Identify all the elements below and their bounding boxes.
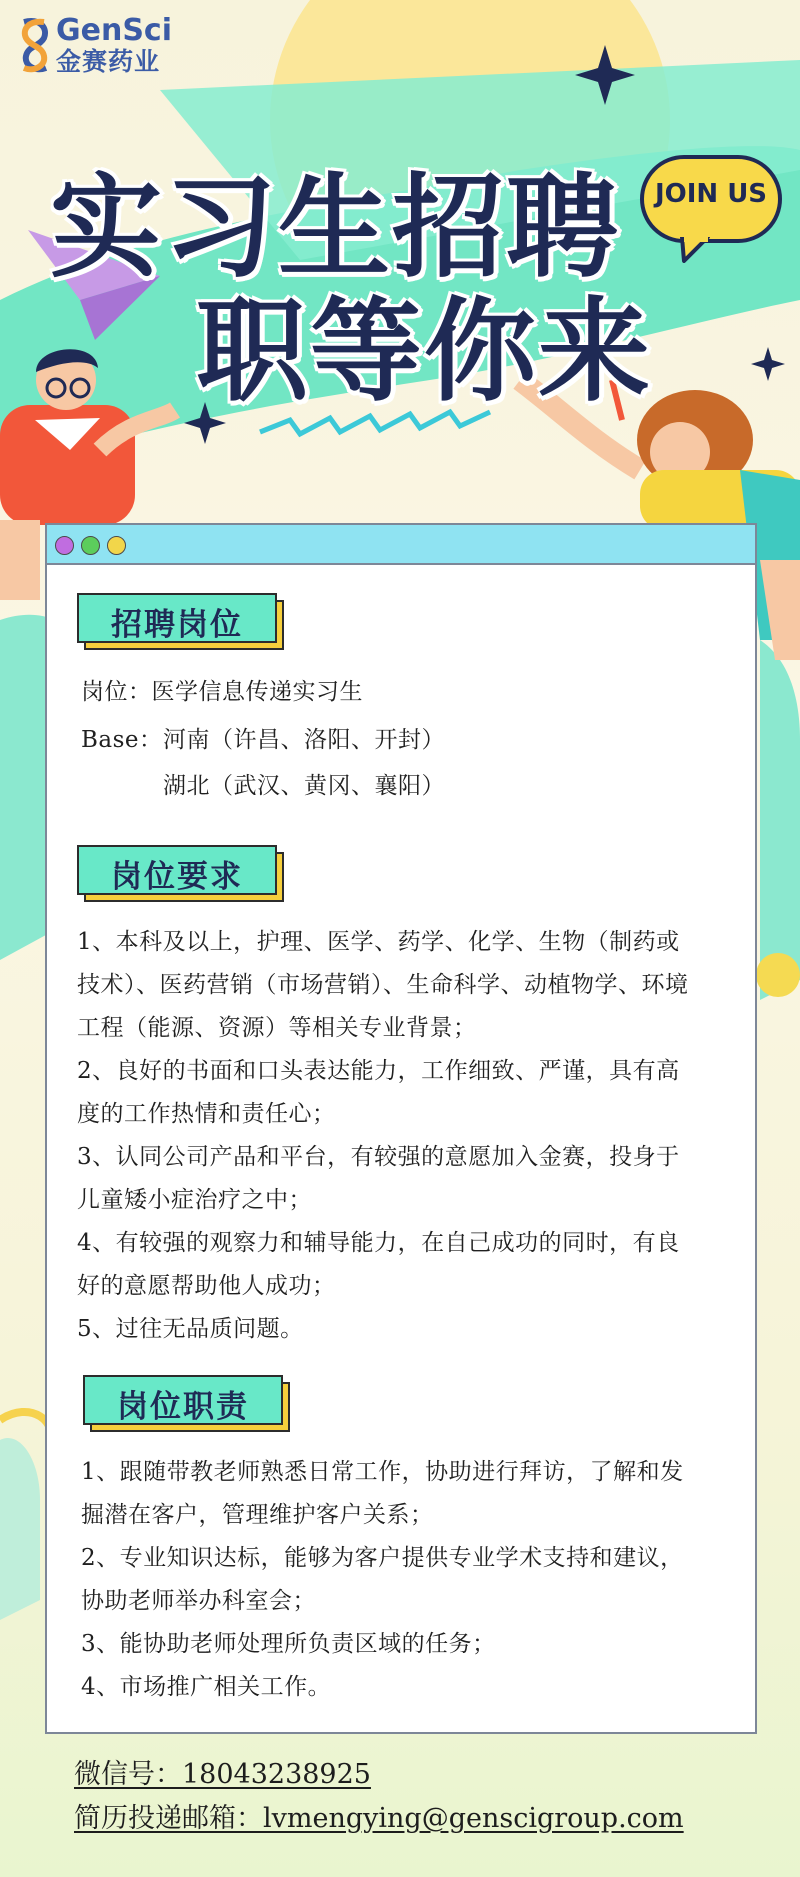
- base-row: [81, 721, 445, 754]
- post-label: 岗位：: [81, 679, 152, 705]
- speech-bubble-tail: [680, 237, 710, 263]
- list-line: 2、良好的书面和口头表达能力，工作细致、严谨，具有高: [77, 1058, 680, 1084]
- window-dot-yellow: [107, 536, 126, 555]
- wechat-contact[interactable]: 微信号：18043238925: [74, 1759, 371, 1790]
- join-us-badge: [640, 155, 782, 243]
- join-us-text: JOIN US: [654, 179, 768, 209]
- list-line: 2、专业知识达标，能够为客户提供专业学术支持和建议，: [81, 1545, 684, 1571]
- teal-swoosh-right: [760, 640, 800, 1000]
- list-line: 儿童矮小症治疗之中；: [77, 1187, 312, 1213]
- star-icon: [751, 347, 785, 381]
- base-label: Base：: [81, 727, 163, 753]
- list-line: 1、跟随带教老师熟悉日常工作，协助进行拜访，了解和发: [81, 1459, 684, 1485]
- window-dot-purple: [55, 536, 74, 555]
- section-title-duties: 岗位职责: [117, 1389, 249, 1425]
- headline-line-2: 职等你来: [196, 287, 652, 417]
- gensci-logo: [18, 13, 173, 76]
- section-tag-duties: [83, 1375, 283, 1425]
- logo-english-name: GenSci: [56, 13, 173, 48]
- logo-chinese-name: 金赛药业: [56, 47, 161, 76]
- info-card-window: [45, 523, 757, 1734]
- yellow-dot: [756, 953, 800, 997]
- list-line: 3、认同公司产品和平台，有较强的意愿加入金赛，投身于: [77, 1144, 680, 1170]
- base-line-1: 河南（许昌、洛阳、开封）: [163, 727, 445, 753]
- window-titlebar: [47, 525, 755, 565]
- window-dot-green: [81, 536, 100, 555]
- teal-swoosh-bottom: [0, 1438, 40, 1620]
- post-value: 医学信息传递实习生: [151, 679, 363, 705]
- email-contact[interactable]: 简历投递邮箱：lvmengying@genscigroup.com: [74, 1803, 684, 1834]
- section-tag-positions: [77, 593, 277, 643]
- post-row: [81, 673, 363, 706]
- list-line: 度的工作热情和责任心；: [77, 1101, 336, 1127]
- headline-line-1: 实习生招聘: [50, 163, 620, 293]
- list-line: 掘潜在客户，管理维护客户关系；: [81, 1502, 434, 1528]
- list-line: 技术）、医药营销（市场营销）、生命科学、动植物学、环境: [77, 972, 689, 998]
- list-line: 1、本科及以上，护理、医学、药学、化学、生物（制药或: [77, 929, 680, 955]
- section-title-requirements: 岗位要求: [111, 859, 243, 895]
- list-line: 工程（能源、资源）等相关专业背景；: [77, 1015, 477, 1041]
- list-line: 4、有较强的观察力和辅导能力，在自己成功的同时，有良: [77, 1230, 680, 1256]
- list-line: 5、过往无品质问题。: [77, 1316, 304, 1342]
- list-line: 好的意愿帮助他人成功；: [77, 1273, 336, 1299]
- section-tag-requirements: [77, 845, 277, 895]
- list-line: 协助老师举办科室会；: [81, 1588, 316, 1614]
- gensci-logo-mark-icon: [18, 16, 52, 74]
- list-line: 3、能协助老师处理所负责区域的任务；: [81, 1631, 496, 1657]
- base-line-2: 湖北（武汉、黄冈、襄阳）: [163, 773, 445, 799]
- list-line: 4、市场推广相关工作。: [81, 1674, 332, 1700]
- section-title-positions: 招聘岗位: [111, 607, 243, 643]
